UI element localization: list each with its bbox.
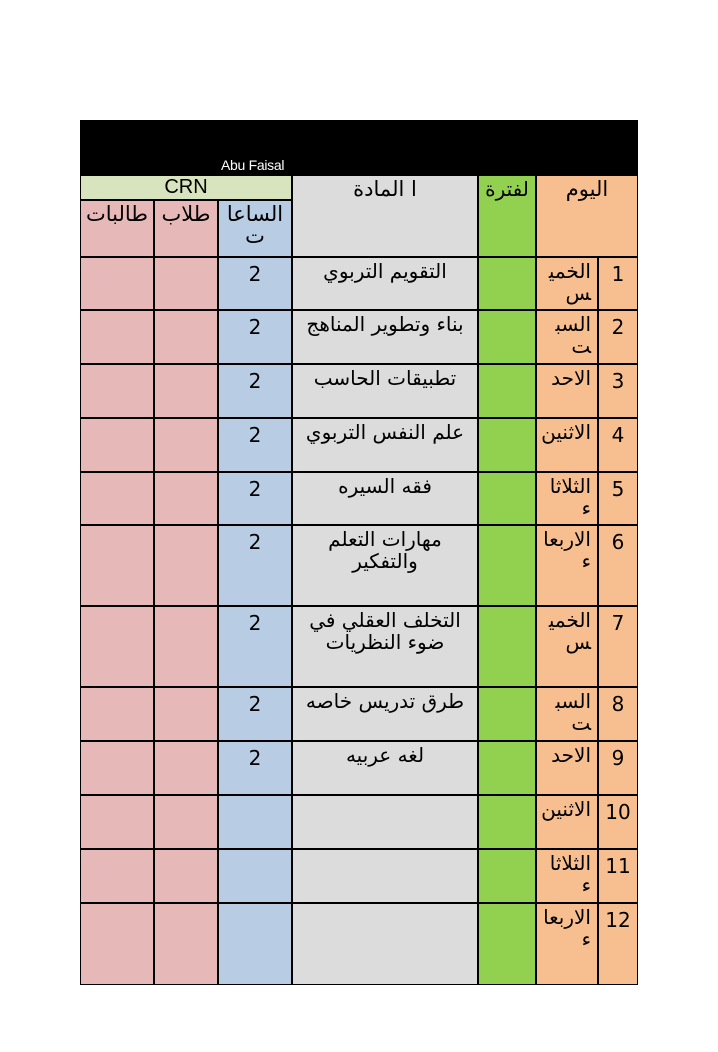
row-hours bbox=[218, 849, 292, 903]
row-period bbox=[478, 849, 536, 903]
header-male-students: طلاب bbox=[154, 200, 218, 257]
header-crn: CRN bbox=[80, 175, 292, 200]
row-female-students bbox=[80, 364, 154, 418]
row-number: 9 bbox=[598, 741, 638, 795]
title-bar bbox=[80, 120, 638, 175]
row-number: 2 bbox=[598, 310, 638, 364]
row-hours: 2 bbox=[218, 687, 292, 741]
row-subject: تطبيقات الحاسب bbox=[292, 364, 478, 418]
row-period bbox=[478, 364, 536, 418]
row-day: الاثنين bbox=[536, 418, 598, 472]
row-number: 4 bbox=[598, 418, 638, 472]
row-number: 1 bbox=[598, 257, 638, 310]
row-hours: 2 bbox=[218, 310, 292, 364]
row-subject bbox=[292, 849, 478, 903]
schedule-sheet bbox=[80, 120, 638, 985]
row-male-students bbox=[154, 364, 218, 418]
header-period: لفترة bbox=[478, 175, 536, 257]
row-hours bbox=[218, 795, 292, 849]
header-subject: ا المادة bbox=[292, 175, 478, 257]
row-female-students bbox=[80, 418, 154, 472]
row-female-students bbox=[80, 525, 154, 606]
row-number: 11 bbox=[598, 849, 638, 903]
row-period bbox=[478, 606, 536, 687]
row-day: السبت bbox=[536, 310, 598, 364]
row-subject: التقويم التربوي bbox=[292, 257, 478, 310]
row-period bbox=[478, 472, 536, 525]
row-number: 10 bbox=[598, 795, 638, 849]
header-day: اليوم bbox=[536, 175, 638, 257]
row-day: الاربعاء bbox=[536, 903, 598, 985]
row-day: الاثنين bbox=[536, 795, 598, 849]
row-subject: لغه عربيه bbox=[292, 741, 478, 795]
row-day: السبت bbox=[536, 687, 598, 741]
header-hours: الساعات bbox=[218, 200, 292, 257]
row-day: الخميس bbox=[536, 257, 598, 310]
row-number: 12 bbox=[598, 903, 638, 985]
row-period bbox=[478, 418, 536, 472]
row-female-students bbox=[80, 903, 154, 985]
row-hours: 2 bbox=[218, 364, 292, 418]
row-period bbox=[478, 310, 536, 364]
header-female-students: طالبات bbox=[80, 200, 154, 257]
row-day: الخميس bbox=[536, 606, 598, 687]
row-day: الاحد bbox=[536, 364, 598, 418]
row-period bbox=[478, 795, 536, 849]
row-number: 3 bbox=[598, 364, 638, 418]
row-female-students bbox=[80, 606, 154, 687]
row-female-students bbox=[80, 687, 154, 741]
row-subject: بناء وتطوير المناهج bbox=[292, 310, 478, 364]
row-hours: 2 bbox=[218, 472, 292, 525]
row-male-students bbox=[154, 795, 218, 849]
row-period bbox=[478, 741, 536, 795]
row-hours: 2 bbox=[218, 418, 292, 472]
row-male-students bbox=[154, 525, 218, 606]
row-period bbox=[478, 903, 536, 985]
row-male-students bbox=[154, 741, 218, 795]
row-hours bbox=[218, 903, 292, 985]
row-day: الثلاثاء bbox=[536, 472, 598, 525]
row-subject: طرق تدريس خاصه bbox=[292, 687, 478, 741]
row-female-students bbox=[80, 310, 154, 364]
row-day: الاحد bbox=[536, 741, 598, 795]
row-number: 7 bbox=[598, 606, 638, 687]
row-male-students bbox=[154, 472, 218, 525]
row-day: الاربعاء bbox=[536, 525, 598, 606]
row-number: 8 bbox=[598, 687, 638, 741]
row-hours: 2 bbox=[218, 606, 292, 687]
row-male-students bbox=[154, 849, 218, 903]
row-female-students bbox=[80, 741, 154, 795]
row-subject: علم النفس التربوي bbox=[292, 418, 478, 472]
row-subject: فقه السيره bbox=[292, 472, 478, 525]
author-label: Abu Faisal bbox=[221, 157, 285, 173]
row-subject bbox=[292, 795, 478, 849]
row-hours: 2 bbox=[218, 525, 292, 606]
row-male-students bbox=[154, 310, 218, 364]
row-subject: مهارات التعلم والتفكير bbox=[292, 525, 478, 606]
row-female-students bbox=[80, 257, 154, 310]
row-subject: التخلف العقلي في ضوء النظريات bbox=[292, 606, 478, 687]
row-male-students bbox=[154, 257, 218, 310]
row-male-students bbox=[154, 903, 218, 985]
row-male-students bbox=[154, 418, 218, 472]
row-period bbox=[478, 687, 536, 741]
row-female-students bbox=[80, 795, 154, 849]
row-male-students bbox=[154, 687, 218, 741]
row-hours: 2 bbox=[218, 741, 292, 795]
row-hours: 2 bbox=[218, 257, 292, 310]
row-number: 6 bbox=[598, 525, 638, 606]
row-period bbox=[478, 525, 536, 606]
row-number: 5 bbox=[598, 472, 638, 525]
row-subject bbox=[292, 903, 478, 985]
row-female-students bbox=[80, 472, 154, 525]
row-day: الثلاثاء bbox=[536, 849, 598, 903]
row-period bbox=[478, 257, 536, 310]
row-female-students bbox=[80, 849, 154, 903]
row-male-students bbox=[154, 606, 218, 687]
